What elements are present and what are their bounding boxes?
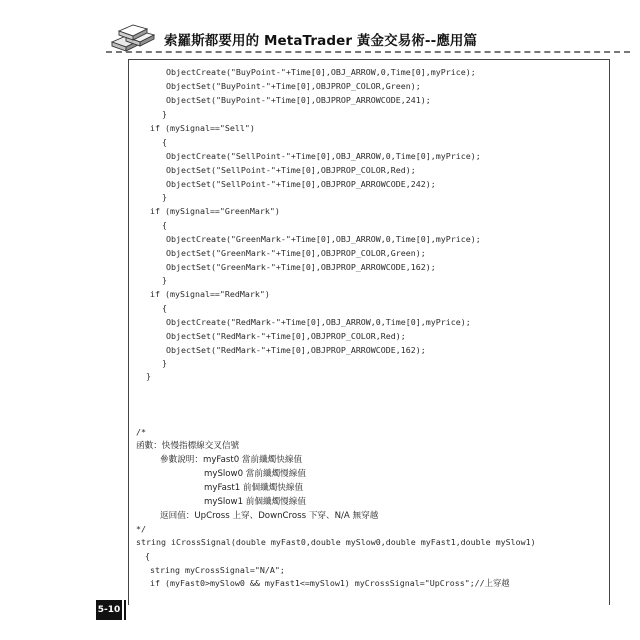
- code-line: ObjectSet("SellPoint-"+Time[0],OBJPROP_ARROWCODE,242);: [166, 179, 436, 189]
- code-line: {: [145, 551, 150, 561]
- code-line: ObjectCreate("RedMark-"+Time[0],OBJ_ARROW,0,Time[0],myPrice);: [166, 317, 471, 327]
- comment-line: 函數：快慢指標線交叉信號: [136, 441, 240, 451]
- code-line: }: [162, 275, 167, 285]
- comment-line: mySlow1 前個纖燭慢線值: [204, 497, 306, 507]
- code-line: ObjectSet("SellPoint-"+Time[0],OBJPROP_COLOR,Red);: [166, 165, 416, 175]
- code-line: ObjectSet("GreenMark-"+Time[0],OBJPROP_COLOR,Green);: [166, 248, 426, 258]
- code-line: }: [162, 192, 167, 202]
- comment-line: mySlow0 當前纖燭慢線值: [204, 469, 306, 479]
- page-header-title: 索羅斯都要用的 MetaTrader 黃金交易術--應用篇: [164, 33, 478, 49]
- code-line: ObjectCreate("BuyPoint-"+Time[0],OBJ_ARROW,0,Time[0],myPrice);: [166, 67, 476, 77]
- code-line: ObjectSet("BuyPoint-"+Time[0],OBJPROP_COLOR,Green);: [166, 81, 421, 91]
- code-line: ObjectSet("BuyPoint-"+Time[0],OBJPROP_ARROWCODE,241);: [166, 95, 431, 105]
- comment-line: 返回值：UpCross 上穿、DownCross 下穿、N/A 無穿越: [160, 511, 379, 521]
- page-number: 5-10: [96, 600, 122, 620]
- gold-bars-icon: [106, 20, 158, 54]
- code-line: ObjectSet("RedMark-"+Time[0],OBJPROP_ARROWCODE,162);: [166, 345, 426, 355]
- code-line: {: [162, 220, 167, 230]
- header-dashed-divider: [106, 51, 630, 53]
- code-line: }: [162, 109, 167, 119]
- comment-line: 參數說明：myFast0 當前纖燭快線值: [160, 455, 303, 465]
- comment-line: /*: [136, 427, 146, 437]
- code-line: if (myFast0>mySlow0 && myFast1<=mySlow1) myCrossSignal="UpCross";//上穿越: [150, 578, 510, 588]
- code-line: }: [146, 371, 151, 381]
- code-line: if (mySignal=="GreenMark"): [150, 206, 280, 216]
- footer-marker: [124, 600, 126, 620]
- code-line: {: [162, 137, 167, 147]
- comment-line: myFast1 前個纖燭快線值: [204, 483, 304, 493]
- code-line: ObjectSet("RedMark-"+Time[0],OBJPROP_COLOR,Red);: [166, 331, 406, 341]
- code-line: if (mySignal=="Sell"): [150, 123, 255, 133]
- code-line: ObjectCreate("SellPoint-"+Time[0],OBJ_ARROW,0,Time[0],myPrice);: [166, 151, 481, 161]
- code-line: }: [162, 358, 167, 368]
- code-line: ObjectCreate("GreenMark-"+Time[0],OBJ_ARROW,0,Time[0],myPrice);: [166, 234, 481, 244]
- code-line: if (mySignal=="RedMark"): [150, 289, 270, 299]
- page-header: [106, 20, 626, 54]
- code-line: string myCrossSignal="N/A";: [150, 565, 285, 575]
- code-line: string iCrossSignal(double myFast0,double mySlow0,double myFast1,double mySlow1): [136, 537, 536, 547]
- code-line: ObjectSet("GreenMark-"+Time[0],OBJPROP_ARROWCODE,162);: [166, 262, 436, 272]
- comment-line: */: [136, 524, 146, 534]
- code-line: {: [162, 303, 167, 313]
